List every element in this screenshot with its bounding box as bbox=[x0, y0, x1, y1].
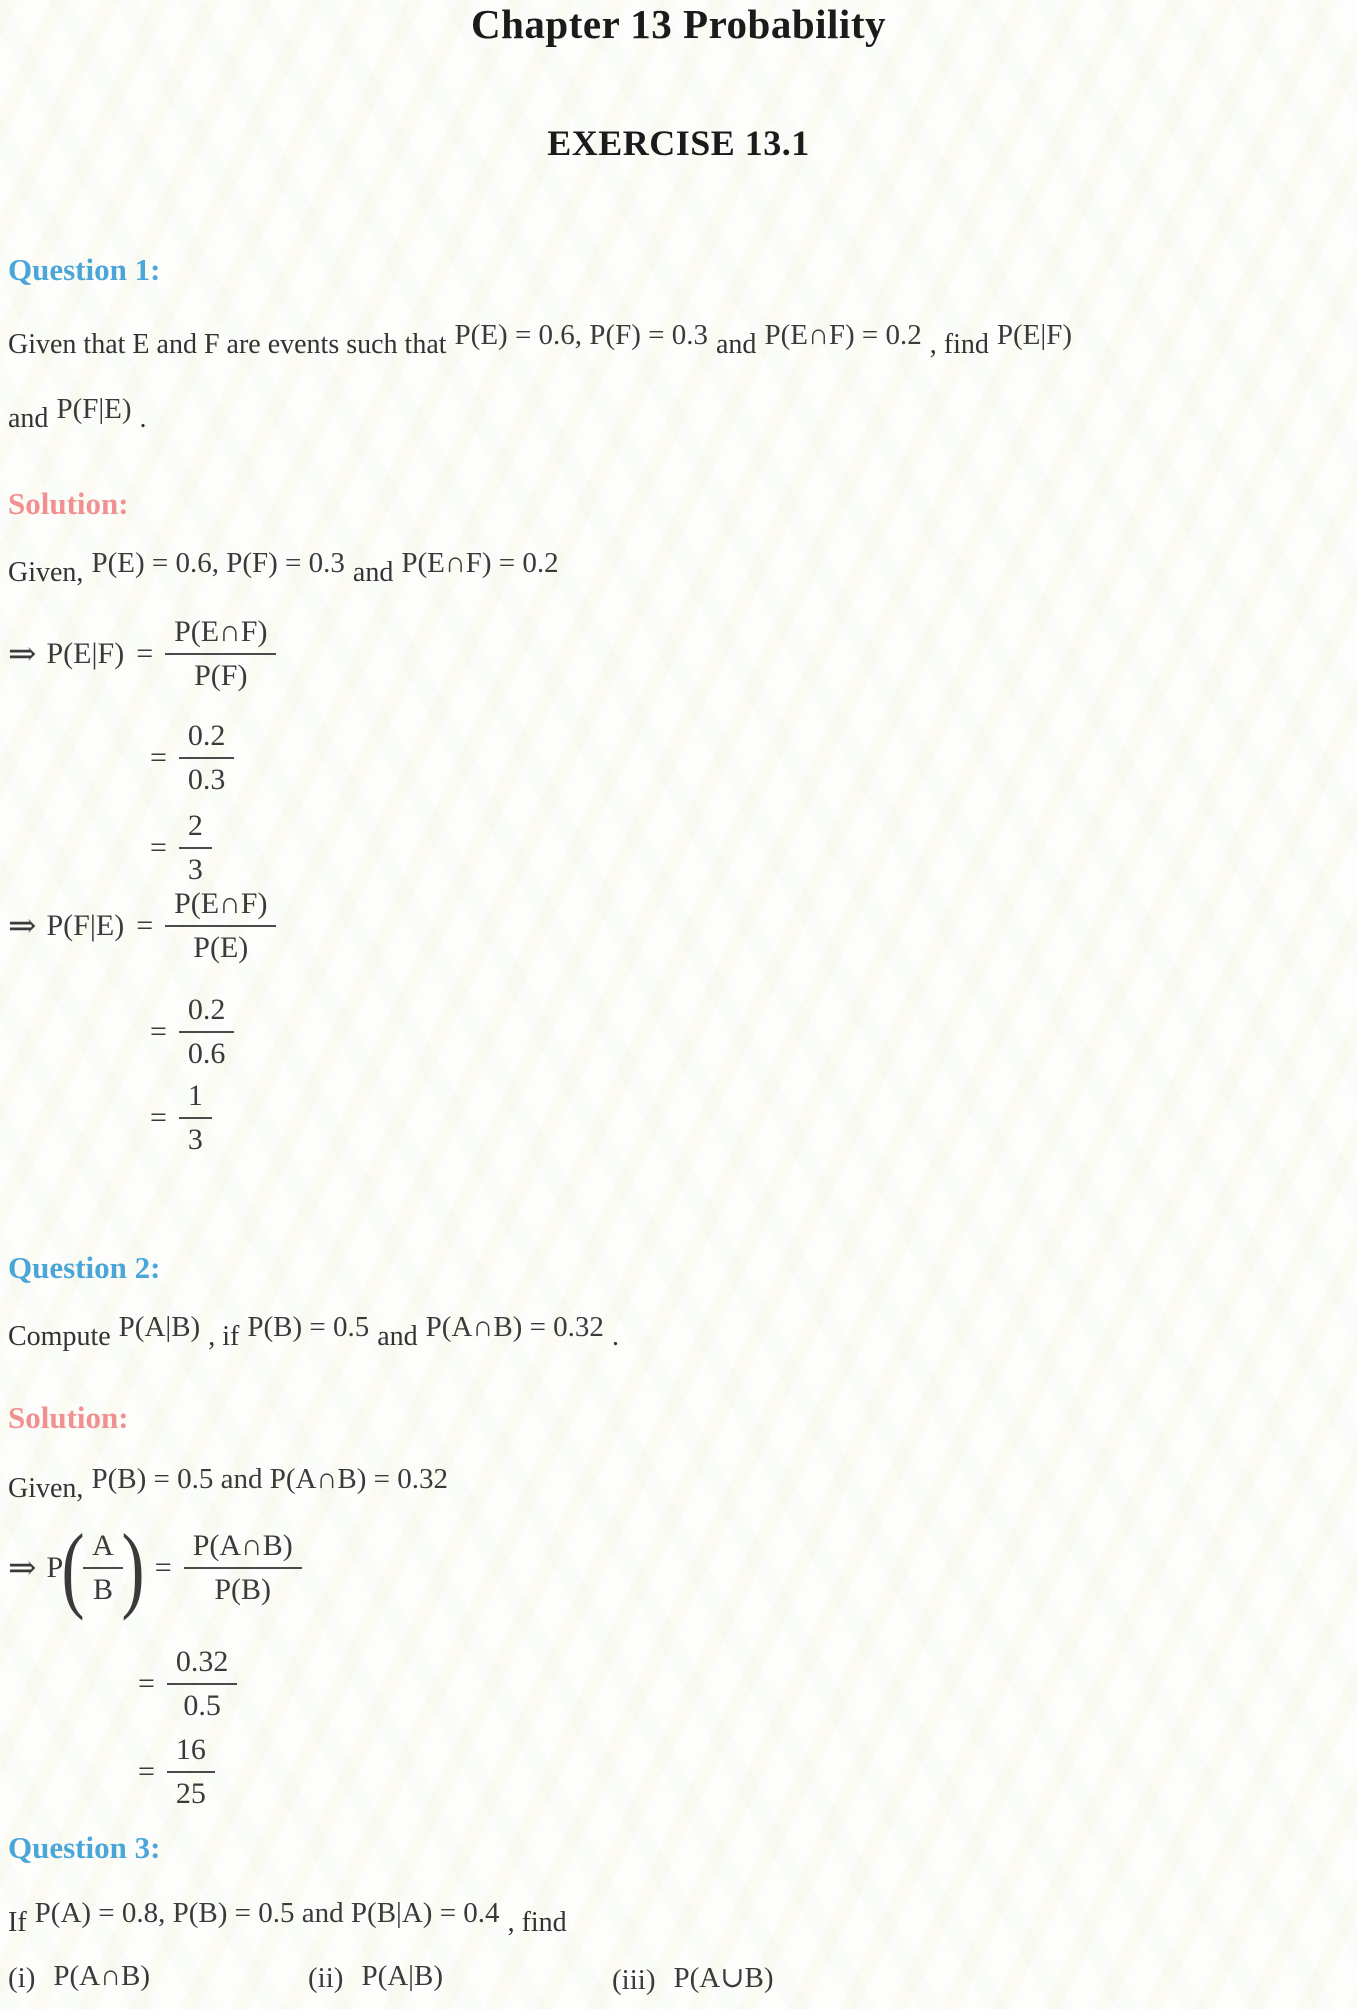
equals-sign: = bbox=[136, 908, 154, 942]
solution-1-step-5 bbox=[150, 990, 234, 1073]
fraction-numerator: P(E∩F) bbox=[174, 887, 268, 920]
given-label: Given, bbox=[8, 1473, 84, 1504]
fraction-numerator: 1 bbox=[187, 1079, 203, 1112]
implies-arrow-icon: ⇒ bbox=[8, 635, 37, 673]
fraction bbox=[179, 990, 235, 1073]
question-3-text bbox=[8, 1897, 567, 1939]
fraction bbox=[83, 1526, 123, 1609]
fraction-numerator: 0.2 bbox=[187, 719, 226, 752]
equals-sign: = bbox=[150, 1100, 167, 1134]
question-2-text: Compute bbox=[8, 1321, 111, 1352]
question-1-text-line-1 bbox=[8, 319, 1080, 361]
question-1-text: and bbox=[8, 403, 49, 434]
fraction bbox=[167, 1642, 238, 1725]
equals-sign: = bbox=[150, 1014, 167, 1048]
fraction-denominator: 3 bbox=[179, 1117, 212, 1160]
question-1-text: . bbox=[139, 403, 147, 434]
fraction bbox=[165, 612, 276, 695]
question-3-part-ii bbox=[308, 1962, 451, 1995]
inline-math: P(B) = 0.5 and P(A∩B) = 0.32 bbox=[91, 1463, 448, 1495]
given-label: Given, bbox=[8, 557, 84, 588]
inline-math: P(E∩F) = 0.2 bbox=[764, 319, 922, 351]
solution-1-step-6 bbox=[150, 1076, 212, 1159]
solution-2-step-1: ⇒ P ( $\frac{A}{B}$ ) = $\frac{P(A\cap B)}{P(B)}$ bbox=[8, 1526, 302, 1609]
fraction-denominator: 0.6 bbox=[179, 1031, 235, 1074]
part-label: (i) bbox=[8, 1962, 36, 1994]
equals-sign: = bbox=[154, 1550, 172, 1584]
question-3-parts-row bbox=[0, 1962, 1357, 2009]
solution-1-step-1 bbox=[8, 612, 276, 695]
fraction-denominator: 0.3 bbox=[179, 757, 235, 800]
inline-math: P(E) = 0.6, P(F) = 0.3 bbox=[91, 547, 345, 579]
inline-math: P(E∩F) = 0.2 bbox=[401, 547, 559, 579]
equals-sign: = bbox=[138, 1666, 155, 1700]
fraction bbox=[179, 716, 235, 799]
fraction-numerator: P(A∩B) bbox=[192, 1529, 293, 1562]
inline-math: P(A∪B) bbox=[673, 1962, 774, 1994]
fraction-numerator: 0.32 bbox=[175, 1645, 229, 1678]
question-1-heading: Question 1: bbox=[8, 252, 161, 287]
inline-math: P(A∩B) bbox=[53, 1960, 151, 1992]
fraction bbox=[184, 1526, 302, 1609]
fraction bbox=[179, 1076, 212, 1159]
fraction-denominator: 3 bbox=[179, 847, 212, 890]
fraction bbox=[167, 1730, 215, 1813]
fraction-denominator: P(B) bbox=[184, 1567, 302, 1610]
question-3-heading: Question 3: bbox=[8, 1830, 161, 1865]
inline-math: P(E|F) bbox=[996, 319, 1072, 351]
question-2-heading: Question 2: bbox=[8, 1250, 161, 1285]
question-1-text-line-2 bbox=[8, 393, 147, 435]
part-label: (iii) bbox=[612, 1964, 656, 1996]
exercise-title: EXERCISE 13.1 bbox=[547, 123, 810, 163]
solution-2-heading: Solution: bbox=[8, 1400, 129, 1435]
inline-math: P(A∩B) = 0.32 bbox=[425, 1311, 604, 1343]
solution-1-step-2 bbox=[150, 716, 234, 799]
equals-sign: = bbox=[136, 636, 154, 670]
solution-1-given-line bbox=[8, 547, 567, 589]
fraction-numerator: P(E∩F) bbox=[174, 615, 268, 648]
question-2-text bbox=[8, 1311, 619, 1353]
solution-1-heading: Solution: bbox=[8, 486, 129, 521]
question-2-text: , if bbox=[208, 1321, 240, 1352]
fraction-numerator: 16 bbox=[175, 1733, 206, 1766]
question-1-text: and bbox=[716, 329, 757, 360]
fraction bbox=[179, 806, 212, 889]
inline-math: P(F|E) bbox=[56, 393, 132, 425]
inline-math: P(A) = 0.8, P(B) = 0.5 and P(B|A) = 0.4 bbox=[34, 1897, 500, 1929]
inline-math: P(E) = 0.6, P(F) = 0.3 bbox=[454, 319, 708, 351]
fraction-numerator: 2 bbox=[187, 809, 203, 842]
solution-1-text: and bbox=[352, 557, 394, 588]
fraction bbox=[165, 884, 276, 967]
part-label: (ii) bbox=[308, 1962, 344, 1994]
solution-2-step-3 bbox=[138, 1730, 215, 1813]
page-title: Chapter 13 Probability bbox=[471, 1, 886, 47]
fraction-denominator: 25 bbox=[167, 1771, 215, 1814]
fraction-denominator: P(E) bbox=[165, 925, 276, 968]
fraction-denominator: 0.5 bbox=[167, 1683, 238, 1726]
solution-1-step-3 bbox=[150, 806, 212, 889]
inline-math: P(A|B) bbox=[361, 1960, 443, 1992]
question-2-text: . bbox=[611, 1321, 619, 1352]
implies-arrow-icon: ⇒ bbox=[8, 907, 37, 945]
step-lhs: P bbox=[46, 1550, 64, 1584]
fraction-denominator: P(F) bbox=[165, 653, 276, 696]
equals-sign: = bbox=[150, 740, 167, 774]
question-3-text: If bbox=[8, 1907, 27, 1938]
question-2-text: and bbox=[377, 1321, 418, 1352]
question-3-part-i bbox=[8, 1962, 158, 1995]
step-lhs: P(E|F) bbox=[46, 636, 125, 670]
fraction-numerator: 0.2 bbox=[187, 993, 226, 1026]
step-lhs: P(F|E) bbox=[46, 908, 125, 942]
inline-math: P(A|B) bbox=[118, 1311, 201, 1343]
solution-2-given-line bbox=[8, 1463, 456, 1505]
equals-sign: = bbox=[150, 830, 167, 864]
solution-1-step-4 bbox=[8, 884, 276, 967]
inline-math: P(B) = 0.5 bbox=[247, 1311, 370, 1343]
implies-arrow-icon: ⇒ bbox=[8, 1549, 37, 1587]
fraction-numerator: A bbox=[92, 1529, 114, 1562]
solution-2-step-2 bbox=[138, 1642, 237, 1725]
question-3-text: , find bbox=[507, 1907, 567, 1938]
question-1-text: , find bbox=[929, 329, 989, 360]
question-1-text: Given that E and F are events such that bbox=[8, 329, 447, 360]
equals-sign: = bbox=[138, 1754, 155, 1788]
question-3-part-iii bbox=[612, 1962, 782, 1997]
fraction-denominator: B bbox=[83, 1567, 123, 1610]
